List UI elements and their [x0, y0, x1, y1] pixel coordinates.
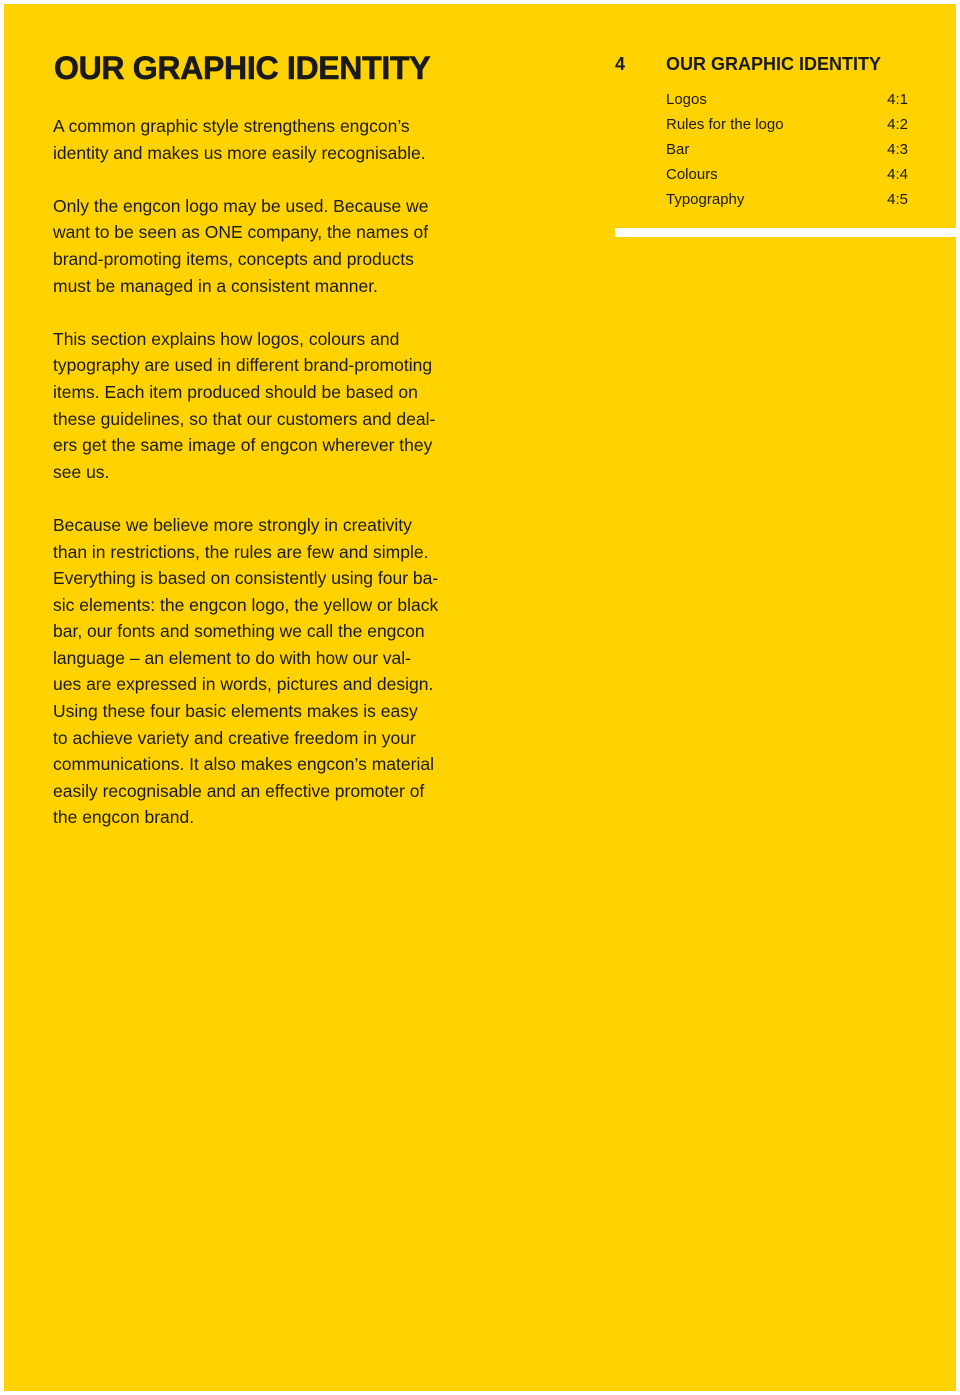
table-of-contents: [666, 87, 908, 212]
logo-usage-paragraph: Only the engcon logo may be used. Because we want to be seen as ONE company, the names of brand-promoting items, concepts and products must be managed in a consistent manner.: [53, 195, 429, 296]
toc-item-ref: 4:5: [887, 191, 908, 208]
toc-item-label: Logos: [666, 91, 707, 108]
toc-item-label: Typography: [666, 191, 745, 208]
toc-item-ref: 4:4: [887, 166, 908, 183]
toc-item-ref: 4:2: [887, 116, 908, 133]
toc-item-bar[interactable]: [666, 137, 908, 162]
section-overview-paragraph: This section explains how logos, colours and typography are used in different brand-promoting items. Each item produced should be based on these guidelines, so that our customers and deal- ers get the same image of engcon wherever they see us.: [53, 328, 436, 482]
page: [4, 4, 956, 1391]
body-text: [53, 113, 463, 858]
toc-item-label: Colours: [666, 166, 718, 183]
toc-item-label: Rules for the logo: [666, 116, 784, 133]
toc-heading: OUR GRAPHIC IDENTITY: [666, 54, 882, 74]
section-bar: [615, 228, 960, 237]
basic-elements-paragraph: Because we believe more strongly in creativity than in restrictions, the rules are few and simple. Everything is based on consistently using four ba- sic elements: the engcon logo, the yellow or black bar, our fonts and something we call the engcon language – an element to do with how our val- ues are expressed in words, pictures and design. Using these four basic elements makes is easy to achieve variety and creative freedom in your communications. It also makes engcon’s material easily recognisable and an effective promoter of the engcon brand.: [53, 514, 439, 828]
intro-paragraph: A common graphic style strengthens engcon’s identity and makes us more easily recognisable.: [53, 116, 426, 163]
toc-item-logos[interactable]: [666, 87, 908, 112]
toc-item-typography[interactable]: [666, 187, 908, 212]
toc-item-label: Bar: [666, 141, 690, 158]
toc-item-rules-for-the-logo[interactable]: [666, 112, 908, 137]
toc-item-ref: 4:3: [887, 141, 908, 158]
toc-item-colours[interactable]: [666, 162, 908, 187]
toc-item-ref: 4:1: [887, 91, 908, 108]
page-title: OUR GRAPHIC IDENTITY: [54, 50, 431, 86]
section-number: 4: [615, 54, 626, 74]
